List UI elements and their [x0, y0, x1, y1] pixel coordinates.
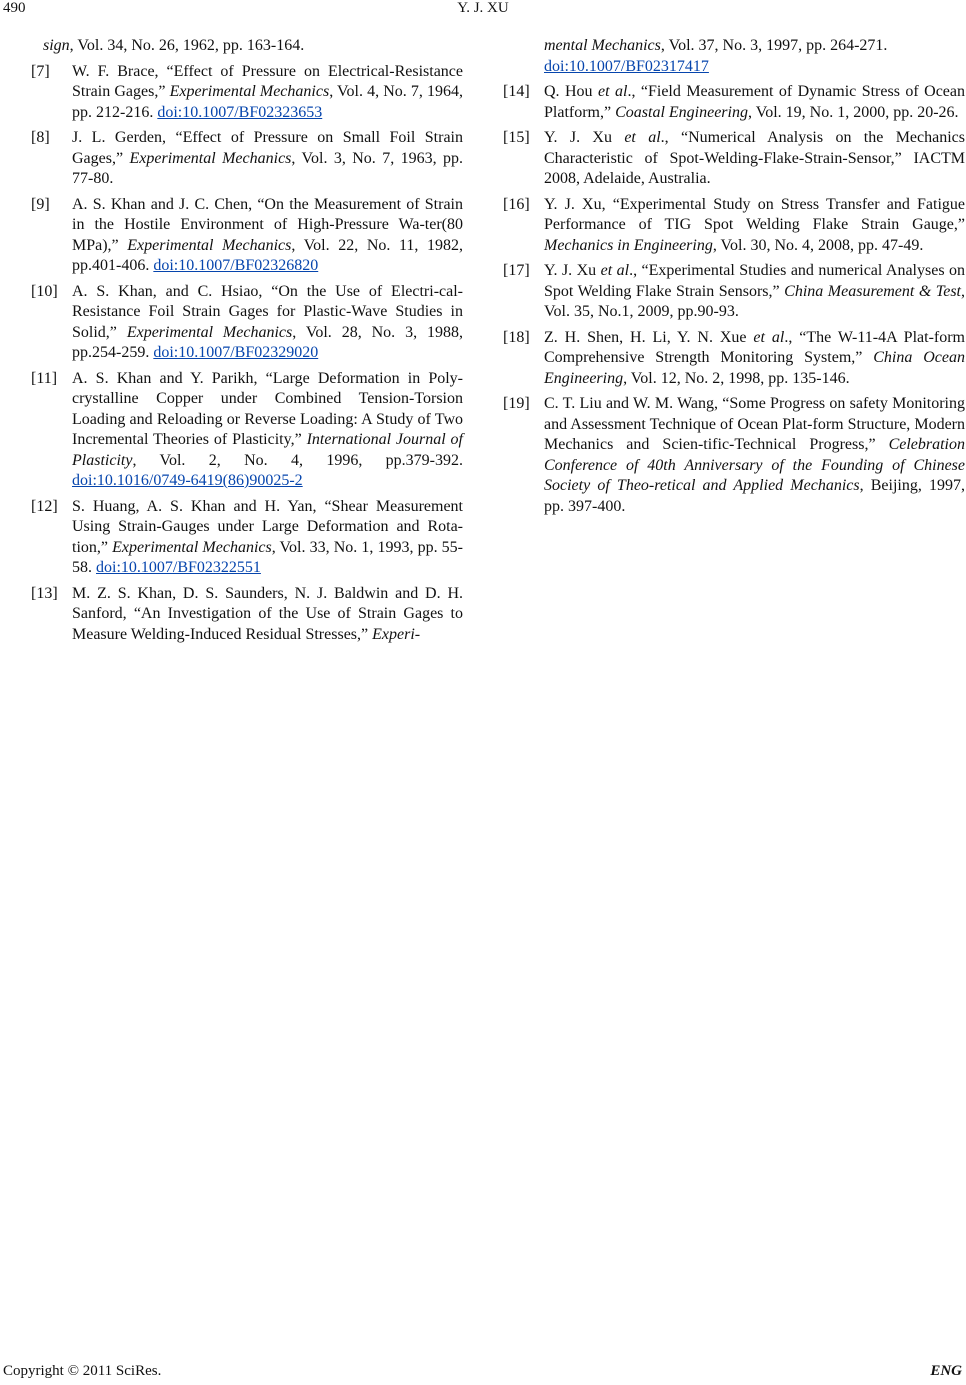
- reference-text: A. S. Khan, and C. Hsiao, “On the Use of Electri-cal-Resistance Foil Strain Gages for Plastic-Wave Studies in Solid,” Experimental Mechanics, Vol. 28, No. 3, 1988, pp.254-259. doi:10.1007/BF02329020: [72, 282, 464, 361]
- reference-18: [503, 328, 965, 390]
- reference-16: [503, 195, 965, 257]
- reference-continuation-left: sign, Vol. 34, No. 26, 1962, pp. 163-164.: [43, 37, 305, 54]
- reference-11: [31, 369, 463, 492]
- reference-text: Z. H. Shen, H. Li, Y. N. Xue et al., “The W-11-4A Plat-form Comprehensive Strength Monitoring System,” China Ocean Engineering, Vol. 12, No. 2, 1998, pp. 135-146.: [544, 328, 965, 387]
- reference-text: J. L. Gerden, “Effect of Pressure on Small Foil Strain Gages,” Experimental Mechanics, Vol. 3, No. 7, 1963, pp. 77-80.: [72, 129, 464, 187]
- journal-fragment: sign: [43, 37, 70, 54]
- reference-number: [17]: [503, 262, 530, 279]
- reference-number: [18]: [503, 328, 530, 346]
- reference-number: [12]: [31, 497, 58, 515]
- right-column: [503, 36, 965, 522]
- reference-number: [11]: [31, 369, 58, 387]
- reference-10: [31, 282, 463, 364]
- reference-text: W. F. Brace, “Effect of Pressure on Electrical-Resistance Strain Gages,” Experimental Mechanics, Vol. 4, No. 7, 1964, pp. 212-216. doi:10.1007/BF02323653: [72, 62, 464, 121]
- reference-text: M. Z. S. Khan, D. S. Saunders, N. J. Baldwin and D. H. Sanford, “An Investigation of the Use of Strain Gages to Measure Welding-Induced Residual Stresses,” Experi-: [72, 584, 463, 643]
- doi-link[interactable]: doi:10.1016/0749-6419(86)90025-2: [72, 472, 303, 489]
- reference-text: A. S. Khan and Y. Parikh, “Large Deformation in Poly-crystalline Copper under Combined Tension-Torsion Loading and Reloading or Reverse Loading: A Study of Two Incremental Theories of Plasticity,” International Journal of Plasticity, Vol. 2, No. 4, 1996, pp.379-392. doi:10.1016/0749-6419(86)90025-2: [72, 369, 464, 489]
- reference-text: Q. Hou et al., “Field Measurement of Dynamic Stress of Ocean Platform,” Coastal Engineering, Vol. 19, No. 1, 2000, pp. 20-26.: [544, 83, 965, 121]
- journal-abbreviation: ENG: [930, 1363, 962, 1379]
- reference-14: [503, 82, 965, 123]
- reference-7: [31, 62, 463, 124]
- reference-number: [8]: [31, 129, 50, 146]
- reference-17: [503, 261, 965, 323]
- reference-number: [13]: [31, 584, 58, 602]
- reference-text: Y. J. Xu, “Experimental Study on Stress Transfer and Fatigue Performance of TIG Spot Welding Flake Strain Gauge,” Mechanics in Engineering, Vol. 30, No. 4, 2008, pp. 47-49.: [544, 195, 965, 254]
- left-column: [31, 36, 463, 650]
- doi-link[interactable]: doi:10.1007/BF02326820: [153, 257, 319, 274]
- reference-text: Y. J. Xu et al., “Experimental Studies and numerical Analyses on Spot Welding Flake Strain Sensors,” China Measurement & Test, Vol. 35, No.1, 2009, pp.90-93.: [544, 262, 966, 320]
- doi-link[interactable]: doi:10.1007/BF02323653: [157, 103, 323, 121]
- reference-number: [16]: [503, 195, 530, 213]
- reference-number: [19]: [503, 395, 530, 412]
- reference-text: C. T. Liu and W. M. Wang, “Some Progress on safety Monitoring and Assessment Technique of Ocean Plat-form Structure, Modern Mechanics and Scien-tific-Technical Progress,” Celebration Conference of 40th Anniversary of the Founding of Chinese Society of Theo-retical and Applied Mechanics, Beijing, 1997, pp. 397-400.: [544, 395, 966, 515]
- doi-link[interactable]: doi:10.1007/BF02329020: [153, 344, 319, 361]
- reference-number: [15]: [503, 129, 530, 146]
- reference-number: [7]: [31, 62, 50, 80]
- reference-8: [31, 128, 463, 190]
- reference-text: S. Huang, A. S. Khan and H. Yan, “Shear Measurement Using Strain-Gauges under Large Deformation and Rota-tion,” Experimental Mechanics, Vol. 33, No. 1, 1993, pp. 55-58. doi:10.1007/BF02322551: [72, 497, 464, 576]
- doi-link[interactable]: doi:10.1007/BF02317417: [544, 57, 709, 75]
- reference-9: [31, 195, 463, 277]
- doi-link[interactable]: doi:10.1007/BF02322551: [96, 559, 261, 576]
- running-head: Y. J. XU: [457, 0, 509, 16]
- copyright-notice: Copyright © 2011 SciRes.: [3, 1363, 162, 1379]
- reference-15: [503, 128, 965, 190]
- reference-13: [31, 584, 463, 646]
- page-header: [0, 0, 966, 22]
- reference-number: [9]: [31, 195, 50, 213]
- reference-text: Y. J. Xu et al., “Numerical Analysis on the Mechanics Characteristic of Spot-Welding-Flake-Strain-Sensor,” IACTM 2008, Adelaide, Australia.: [544, 129, 966, 187]
- reference-12: [31, 497, 463, 579]
- reference-number: [10]: [31, 282, 58, 300]
- reference-continuation-right: mental Mechanics, Vol. 37, No. 3, 1997, pp. 264-271. doi:10.1007/BF02317417: [544, 37, 888, 75]
- page-number: 490: [3, 0, 26, 16]
- reference-text: A. S. Khan and J. C. Chen, “On the Measurement of Strain in the Hostile Environment of High-Pressure Wa-ter(80 MPa),” Experimental Mechanics, Vol. 22, No. 11, 1982, pp.401-406. doi:10.1007/BF02326820: [72, 195, 464, 274]
- reference-number: [14]: [503, 83, 530, 100]
- reference-19: [503, 394, 965, 517]
